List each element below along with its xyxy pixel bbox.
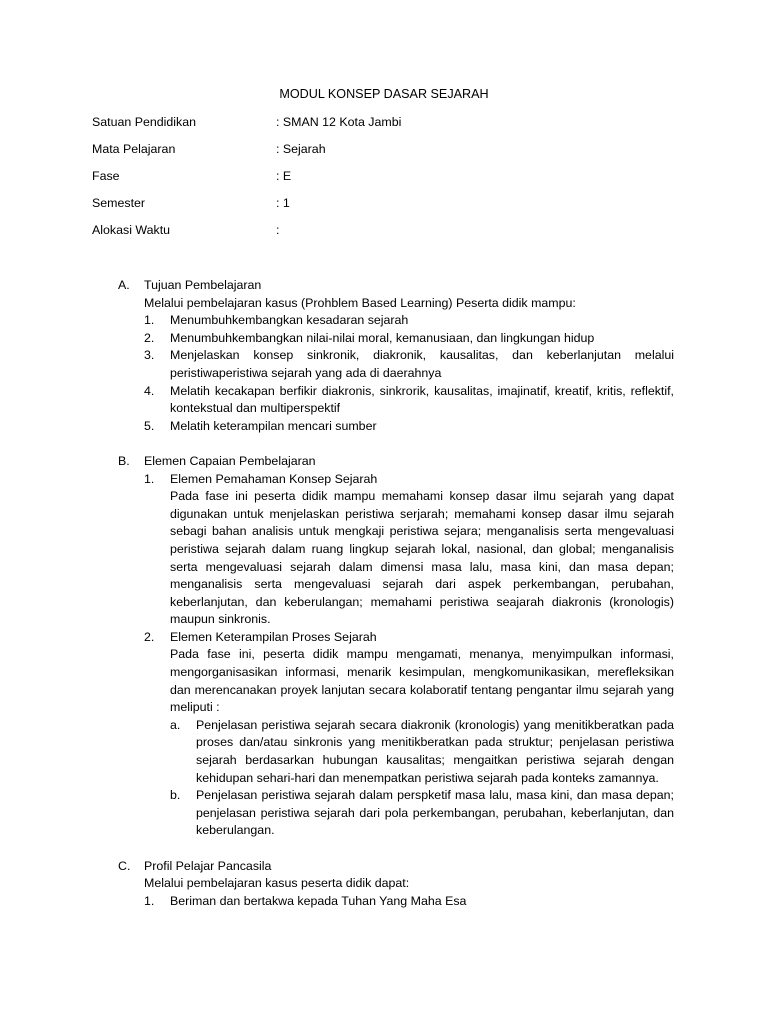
item-number: 1. — [144, 471, 155, 486]
item-number: 5. — [144, 418, 155, 433]
section-spacer — [118, 435, 674, 453]
meta-label: Fase — [92, 169, 120, 183]
sub-text: Penjelasan peristiwa sejarah secara diakronik (kronologis) yang menitikberatkan pada proses dan/atau sinkronis yang menitikberatkan pada struktur; penjelasan peristiwa sejarah berdasarkan hubungan kausalitas; mengaitkan peristiwa sejarah dengan kehidupan sehari-hari dan menempatkan peristiwa sejarah pada konteks zamannya. — [196, 717, 674, 785]
sub-letter: b. — [170, 788, 181, 803]
item-paragraph: Pada fase ini, peserta didik mampu mengamati, menanya, menyimpulkan informasi, mengorganisasikan informasi, menarik kesimpulan, mengkomunikasikan, merefleksikan dan merencanakan proyek lanjutan secara kolaboratif tentang pengantar ilmu sejarah yang meliputi : — [170, 647, 674, 715]
item-text: Menumbuhkembangkan nilai-nilai moral, kemanusiaan, dan lingkungan hidup — [170, 330, 595, 345]
section-profil — [118, 858, 674, 911]
item-text: Melatih kecakapan berfikir diakronis, sinkrorik, kausalitas, imajinatif, kreatif, kritis, reflektif, kontekstual dan multiperspektif — [170, 383, 674, 416]
section-letter: C. — [118, 858, 131, 873]
list-item — [144, 330, 674, 348]
item-title: Elemen Keterampilan Proses Sejarah — [170, 629, 377, 644]
meta-label: Satuan Pendidikan — [92, 115, 197, 129]
item-number: 4. — [144, 383, 155, 398]
section-letter: A. — [118, 278, 130, 292]
meta-label: Mata Pelajaran — [92, 142, 176, 156]
meta-value: : Sejarah — [276, 142, 326, 156]
sub-letter: a. — [170, 717, 181, 732]
meta-label: Alokasi Waktu — [92, 223, 171, 237]
item-text: Melatih keterampilan mencari sumber — [170, 418, 377, 433]
item-title: Elemen Pemahaman Konsep Sejarah — [170, 471, 378, 486]
list-item — [144, 312, 674, 330]
sublist-item — [170, 717, 674, 787]
meta-value: : 1 — [276, 196, 290, 210]
item-text: Beriman dan bertakwa kepada Tuhan Yang Maha Esa — [170, 893, 467, 908]
list-item — [144, 383, 674, 418]
item-number: 3. — [144, 348, 155, 363]
list-item — [144, 418, 674, 436]
document-body — [118, 277, 674, 910]
section-capaian — [118, 453, 674, 840]
section-heading: Elemen Capaian Pembelajaran — [144, 453, 316, 468]
sub-text: Penjelasan peristiwa sejarah dalam perspketif masa lalu, masa kini, dan masa depan; penjelasan peristiwa sejarah dari pola perkembangan, perubahan, keberlanjutan, dan keberulangan. — [196, 788, 674, 838]
item-number: 1. — [144, 893, 155, 908]
section-tujuan — [118, 277, 674, 435]
meta-value: : SMAN 12 Kota Jambi — [276, 115, 402, 129]
item-number: 2. — [144, 629, 155, 644]
section-intro: Melalui pembelajaran kasus peserta didik dapat: — [144, 876, 410, 891]
item-text: Menjelaskan konsep sinkronik, diakronik, kausalitas, dan keberlanjutan melalui peristiwaperistiwa sejarah yang ada di daerahnya — [170, 348, 674, 380]
section-heading: Tujuan Pembelajaran — [144, 278, 262, 292]
item-number: 1. — [144, 313, 155, 328]
item-paragraph: Pada fase ini peserta didik mampu memahami konsep dasar ilmu sejarah yang dapat digunakan untuk menjelaskan peristiwa serjarah; memahami konsep dasar ilmu sejarah sebagi bahan analisis untuk mengkaji peristiwa sejara; menganalisis serta mengevaluasi peristiwa sejarah dalam ruang lingkup sejarah lokal, nasional, dan global; menganalisis serta mengevaluasi sejarah dalam dimensi masa lalu, masa kini, dan masa depan; menganalisis serta mengevaluasi sejarah dari aspek perkembangan, perubahan, keberlanjutan, dan keberulangan; memahami peristiwa seajarah diakronis (kronologis) maupun sinkronis. — [170, 489, 674, 627]
sublist-item — [170, 787, 674, 840]
section-heading: Profil Pelajar Pancasila — [144, 858, 272, 873]
list-item — [144, 893, 674, 911]
meta-value: : — [276, 223, 280, 237]
section-letter: B. — [118, 453, 130, 468]
meta-value: : E — [276, 169, 292, 183]
meta-label: Semester — [92, 196, 146, 210]
list-item — [144, 347, 674, 382]
list-item — [144, 629, 674, 840]
section-intro: Melalui pembelajaran kasus (Prohblem Based Learning) Peserta didik mampu: — [144, 295, 576, 310]
list-item — [144, 471, 674, 629]
section-spacer — [118, 840, 674, 858]
item-number: 2. — [144, 330, 155, 345]
document-title: MODUL KONSEP DASAR SEJARAH — [279, 87, 489, 101]
item-text: Menumbuhkembangkan kesadaran sejarah — [170, 313, 409, 328]
